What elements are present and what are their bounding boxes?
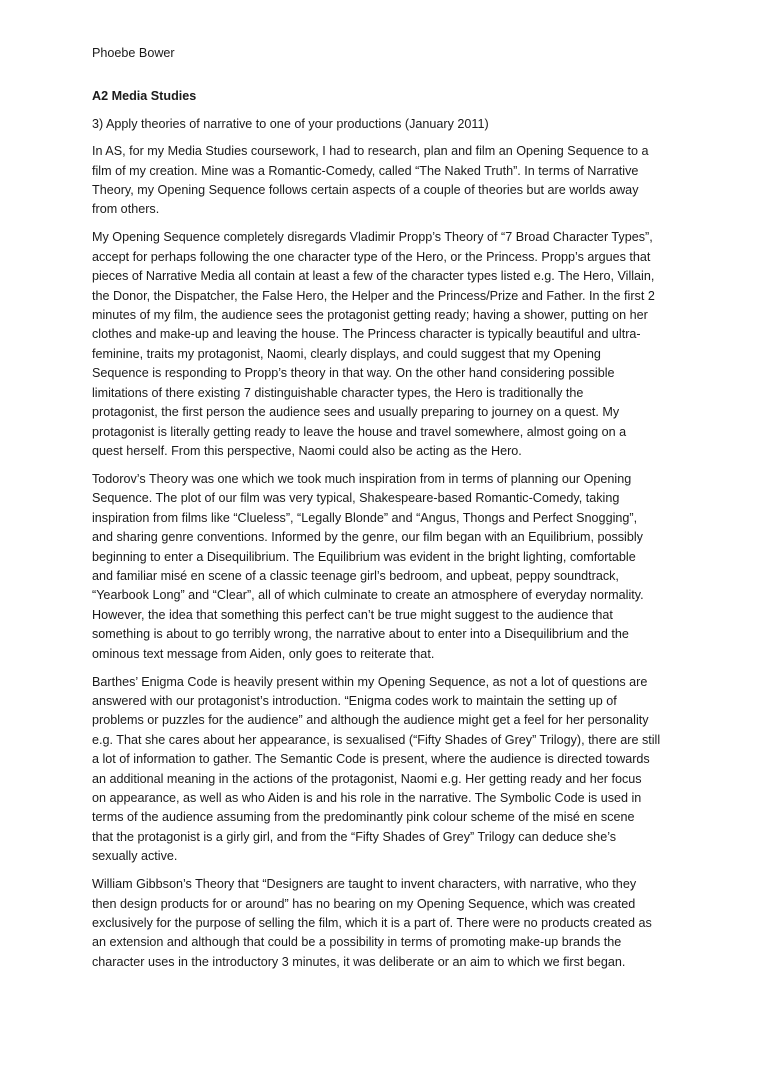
text-line: protagonist, the first person the audience sees and usually preparing to journey on a quest. My [92, 405, 620, 420]
text-line: and familiar misé en scene of a classic teenage girl’s bedroom, and upbeat, peppy soundtrack, [92, 568, 619, 583]
text-line: William Gibbson’s Theory that “Designers are taught to invent characters, with narrative, who they [92, 877, 637, 892]
text-line: protagonist is literally getting ready to leave the house and travel somewhere, almost going on a [92, 424, 627, 439]
text-line: In AS, for my Media Studies coursework, I had to research, plan and film an Opening Sequence to a [92, 144, 649, 159]
text-line: an extension and although that could be a possibility in terms of promoting make-up brands the [92, 935, 622, 950]
text-line: Theory, my Opening Sequence follows certain aspects of a couple of theories but are worlds away [92, 183, 639, 198]
text-line: problems or puzzles for the audience” and although the audience might get a feel for her personality [92, 713, 649, 728]
text-line: sexually active. [92, 849, 178, 864]
text-line: feminine, traits my protagonist, Naomi, clearly displays, and could suggest that my Opening [92, 346, 601, 361]
text-line: film of my creation. Mine was a Romantic-Comedy, called “The Naked Truth”. In terms of Narrative [92, 163, 639, 178]
document-page [92, 44, 678, 981]
text-line: a lot of information to gather. The Semantic Code is present, where the audience is directed towards [92, 752, 650, 767]
text-line: inspiration from films like “Clueless”, “Legally Blonde” and “Angus, Thongs and Perfect Snogging”, [92, 510, 638, 525]
text-line: Barthes’ Enigma Code is heavily present within my Opening Sequence, as not a lot of questions are [92, 674, 648, 689]
essay-body [92, 142, 678, 972]
text-line: limitations of there existing 7 distinguishable character types, the Hero is traditionally the [92, 385, 584, 400]
text-line: “Yearbook Long” and “Clear”, all of which culminate to create an atmosphere of everyday normality. [92, 588, 644, 603]
text-line: then design products for or around” has no bearing on my Opening Sequence, which was created [92, 896, 636, 911]
text-line: that the protagonist is a girly girl, and from the “Fifty Shades of Grey” Trilogy can deduce she’s [92, 829, 617, 844]
text-line: answered with our protagonist’s introduction. “Enigma codes work to maintain the setting up of [92, 693, 617, 708]
text-line: Sequence. The plot of our film was very typical, Shakespeare-based Romantic-Comedy, taking [92, 491, 620, 506]
text-line: character uses in the introductory 3 minutes, it was deliberate or an aim to which we first began. [92, 954, 626, 969]
paragraph [92, 228, 678, 461]
text-line: accept for perhaps following the one character type of the Hero, or the Princess. Propp’s argues that [92, 249, 651, 264]
paragraph [92, 142, 678, 220]
text-line: minutes of my film, the audience sees the protagonist getting ready; having a shower, putting on her [92, 308, 648, 323]
text-line: something is about to go terribly wrong, the narrative about to enter into a Disequilibrium and the [92, 627, 629, 642]
text-line: the Donor, the Dispatcher, the False Hero, the Helper and the Princess/Prize and Father. In the first 2 [92, 288, 655, 303]
essay-question: 3) Apply theories of narrative to one of your productions (January 2011) [92, 116, 489, 131]
text-line: beginning to enter a Disequilibrium. The Equilibrium was evident in the bright lighting, comfortable [92, 549, 636, 564]
document-heading: A2 Media Studies [92, 89, 197, 104]
text-line: an additional meaning in the actions of the protagonist, Naomi e.g. Her getting ready and her focus [92, 771, 642, 786]
text-line: on appearance, as well as who Aiden is and his role in the narrative. The Symbolic Code is used in [92, 791, 642, 805]
text-line: Todorov’s Theory was one which we took much inspiration from in terms of planning our Opening [92, 471, 632, 486]
text-line: from others. [92, 202, 160, 217]
text-line: pieces of Narrative Media all contain at least a few of the character types listed e.g. The Hero, Villain, [92, 269, 655, 284]
paragraph [92, 673, 678, 867]
text-line: ominous text message from Aiden, only goes to reiterate that. [92, 646, 435, 661]
paragraph [92, 875, 678, 972]
text-line: and sharing genre conventions. Informed by the genre, our film began with an Equilibrium, possibly [92, 530, 643, 545]
paragraph [92, 470, 678, 664]
text-line: Sequence is responding to Propp’s theory in that way. On the other hand considering possible [92, 366, 615, 381]
text-line: exclusively for the purpose of selling the film, which it is a part of. There were no products created as [92, 916, 652, 931]
text-line: quest herself. From this perspective, Naomi could also be acting as the Hero. [92, 443, 522, 458]
author-name: Phoebe Bower [92, 46, 175, 60]
text-line: However, the idea that something this perfect can’t be true might suggest to the audience that [92, 607, 613, 622]
text-line: terms of the audience assuming from the predominantly pink colour scheme of the misé en scene [92, 810, 635, 825]
text-line: My Opening Sequence completely disregards Vladimir Propp’s Theory of “7 Broad Character Types”, [92, 230, 653, 245]
text-line: clothes and make-up and leaving the house. The Princess character is typically beautiful and ultra- [92, 327, 641, 342]
text-line: e.g. That she cares about her appearance, is sexualised (“Fifty Shades of Grey” Trilogy), there are still [92, 732, 661, 747]
